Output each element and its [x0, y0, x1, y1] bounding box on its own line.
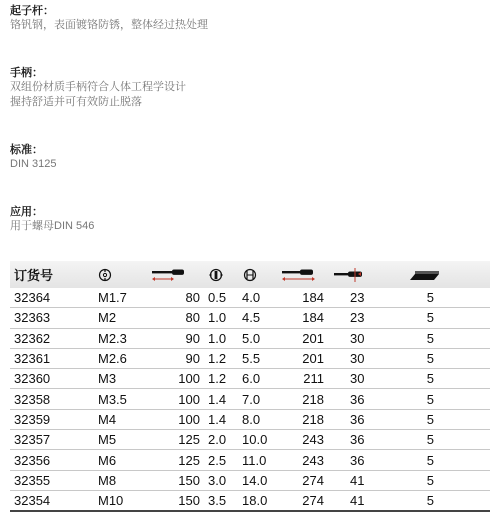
blade-width-cell: 18.0: [240, 490, 278, 511]
blade-thickness-cell: 1.4: [206, 389, 240, 409]
table-row: [10, 348, 490, 368]
blade-thickness-cell: 1.2: [206, 348, 240, 368]
total-length-icon: [282, 268, 316, 282]
total-length-cell: 274: [278, 470, 330, 490]
package-quantity-cell: 5: [386, 450, 490, 470]
package-quantity-cell: 5: [386, 490, 490, 511]
spec-table: [10, 261, 490, 512]
order-number-cell: 32364: [10, 288, 94, 308]
total-length-cell: 218: [278, 409, 330, 429]
section-text: DIN 3125: [10, 158, 57, 170]
nut-size-cell: M3.5: [94, 389, 150, 409]
blade-length-icon: [152, 268, 188, 282]
nut-size-cell: M1.7: [94, 288, 150, 308]
section-shaft: [10, 4, 208, 33]
blade-width-cell: 11.0: [240, 450, 278, 470]
table-header-row: [10, 261, 490, 288]
blade-thickness-icon: [208, 268, 224, 282]
handle-length-icon: [334, 268, 368, 282]
blade-thickness-cell: 1.0: [206, 328, 240, 348]
blade-width-cell: 8.0: [240, 409, 278, 429]
nut-size-cell: M8: [94, 470, 150, 490]
table-row: [10, 389, 490, 409]
order-number-cell: 32355: [10, 470, 94, 490]
order-number-cell: 32362: [10, 328, 94, 348]
blade-width-icon: [242, 268, 258, 282]
handle-length-cell: 23: [330, 288, 386, 308]
package-quantity-cell: 5: [386, 430, 490, 450]
blade-length-cell: 150: [150, 470, 206, 490]
section-text: 双组份材质手柄符合人体工程学设计: [10, 81, 186, 93]
blade-length-cell: 90: [150, 348, 206, 368]
total-length-cell: 201: [278, 328, 330, 348]
section-text: 握持舒适并可有效防止脱落: [10, 96, 142, 108]
table-row: [10, 430, 490, 450]
blade-length-cell: 100: [150, 389, 206, 409]
blade-width-cell: 6.0: [240, 369, 278, 389]
blade-thickness-cell: 1.0: [206, 308, 240, 328]
total-length-cell: 274: [278, 490, 330, 511]
table-row: [10, 450, 490, 470]
blade-length-cell: 125: [150, 450, 206, 470]
order-number-cell: 32354: [10, 490, 94, 511]
package-quantity-cell: 5: [386, 308, 490, 328]
section-title: 手柄：: [10, 67, 43, 79]
nut-size-cell: M5: [94, 430, 150, 450]
order-number-cell: 32357: [10, 430, 94, 450]
table-row: [10, 470, 490, 490]
nut-size-cell: M2.6: [94, 348, 150, 368]
total-length-cell: 243: [278, 450, 330, 470]
order-number-cell: 32359: [10, 409, 94, 429]
blade-width-cell: 7.0: [240, 389, 278, 409]
blade-length-cell: 100: [150, 409, 206, 429]
section-application: [10, 205, 94, 234]
table-row: [10, 308, 490, 328]
section-standard: [10, 143, 56, 172]
package-quantity-cell: 5: [386, 409, 490, 429]
total-length-cell: 211: [278, 369, 330, 389]
total-length-cell: 184: [278, 288, 330, 308]
handle-length-cell: 36: [330, 409, 386, 429]
table-row: [10, 369, 490, 389]
package-quantity-cell: 5: [386, 470, 490, 490]
handle-length-cell: 41: [330, 490, 386, 511]
table-row: [10, 328, 490, 348]
handle-length-cell: 36: [330, 430, 386, 450]
order-number-header: 订货号: [14, 268, 54, 283]
blade-width-cell: 4.5: [240, 308, 278, 328]
order-number-cell: 32358: [10, 389, 94, 409]
package-quantity-cell: 5: [386, 389, 490, 409]
blade-thickness-cell: 2.0: [206, 430, 240, 450]
handle-length-cell: 36: [330, 450, 386, 470]
table-row: [10, 409, 490, 429]
total-length-cell: 201: [278, 348, 330, 368]
blade-width-cell: 10.0: [240, 430, 278, 450]
order-number-cell: 32360: [10, 369, 94, 389]
nut-size-cell: M10: [94, 490, 150, 511]
blade-width-cell: 5.5: [240, 348, 278, 368]
blade-length-cell: 150: [150, 490, 206, 511]
nut-size-cell: M6: [94, 450, 150, 470]
handle-length-cell: 30: [330, 328, 386, 348]
order-number-cell: 32361: [10, 348, 94, 368]
blade-length-cell: 80: [150, 308, 206, 328]
section-title: 应用：: [10, 206, 43, 218]
handle-length-cell: 41: [330, 470, 386, 490]
total-length-cell: 184: [278, 308, 330, 328]
handle-length-cell: 23: [330, 308, 386, 328]
handle-length-cell: 30: [330, 348, 386, 368]
blade-thickness-cell: 1.2: [206, 369, 240, 389]
blade-length-cell: 100: [150, 369, 206, 389]
section-text: 铬钒钢，表面镀铬防锈，整体经过热处理: [10, 19, 208, 31]
handle-length-cell: 36: [330, 389, 386, 409]
nut-size-cell: M4: [94, 409, 150, 429]
package-quantity-cell: 5: [386, 288, 490, 308]
blade-width-cell: 4.0: [240, 288, 278, 308]
section-title: 标准：: [10, 144, 43, 156]
section-title: 起子杆：: [10, 5, 54, 17]
section-text: 用于螺母DIN 546: [10, 220, 95, 232]
blade-length-cell: 90: [150, 328, 206, 348]
table-row: [10, 490, 490, 511]
table-row: [10, 288, 490, 308]
nut-size-cell: M3: [94, 369, 150, 389]
nut-size-cell: M2.3: [94, 328, 150, 348]
section-handle: [10, 66, 186, 110]
nut-size-cell: M2: [94, 308, 150, 328]
package-quantity-cell: 5: [386, 328, 490, 348]
total-length-cell: 218: [278, 389, 330, 409]
blade-thickness-cell: 2.5: [206, 450, 240, 470]
blade-thickness-cell: 0.5: [206, 288, 240, 308]
order-number-cell: 32363: [10, 308, 94, 328]
blade-width-cell: 5.0: [240, 328, 278, 348]
blade-length-cell: 125: [150, 430, 206, 450]
total-length-cell: 243: [278, 430, 330, 450]
package-quantity-cell: 5: [386, 348, 490, 368]
package-quantity-cell: 5: [386, 369, 490, 389]
blade-length-cell: 80: [150, 288, 206, 308]
spec-table-wrap: [10, 261, 490, 512]
blade-thickness-cell: 3.0: [206, 470, 240, 490]
slotted-nut-icon: [98, 268, 112, 282]
blade-thickness-cell: 3.5: [206, 490, 240, 511]
blade-width-cell: 14.0: [240, 470, 278, 490]
order-number-cell: 32356: [10, 450, 94, 470]
handle-length-cell: 30: [330, 369, 386, 389]
blade-thickness-cell: 1.4: [206, 409, 240, 429]
package-quantity-icon: [408, 268, 440, 282]
